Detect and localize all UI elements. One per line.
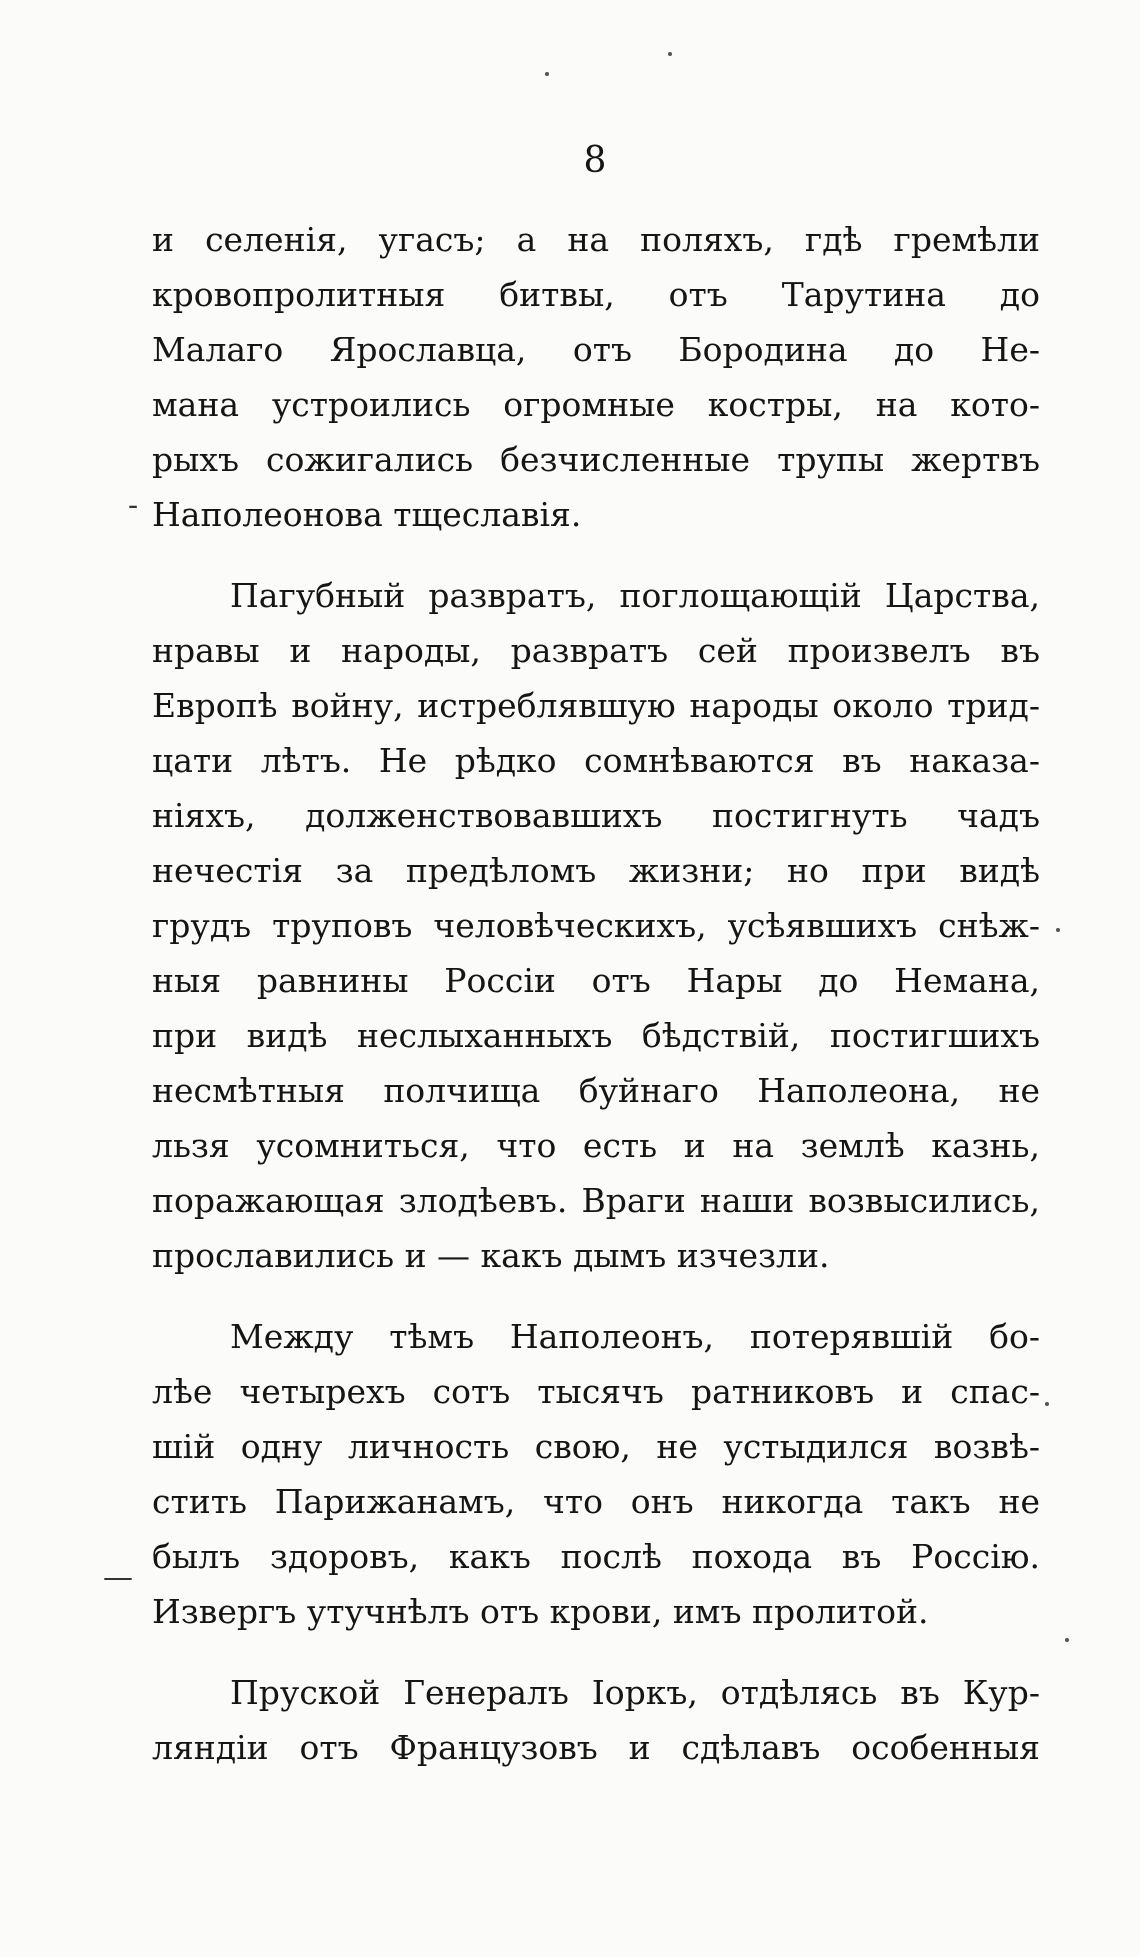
paragraph-gap xyxy=(152,542,1040,568)
paragraph-gap xyxy=(152,1283,1040,1309)
scan-speck xyxy=(545,72,549,76)
text-line: кровопролитныя битвы, отъ Тарутина до xyxy=(152,275,1040,314)
margin-mark: — xyxy=(103,1560,133,1595)
text-line: несмѣтныя полчища буйнаго Наполеона, не xyxy=(152,1071,1040,1110)
text-line: льзя усомниться, что есть и на землѣ казнь, xyxy=(152,1126,1040,1165)
text-line: ніяхъ, долженствовавшихъ постигнуть чадъ xyxy=(152,796,1040,835)
paragraph-gap xyxy=(152,1639,1040,1665)
text-line: Пруской Генералъ Іоркъ, отдѣлясь въ Кур- xyxy=(230,1673,1040,1712)
text-line: шій одну личность свою, не устыдился возвѣ- xyxy=(152,1427,1040,1466)
text-line: лѣе четырехъ сотъ тысячъ ратниковъ и спас- xyxy=(152,1372,1040,1411)
page-number: 8 xyxy=(583,140,607,181)
text-line: нечестія за предѣломъ жизни; но при видѣ xyxy=(152,851,1040,890)
scan-speck xyxy=(668,52,672,56)
scan-speck xyxy=(1056,928,1060,932)
scan-speck xyxy=(1065,1638,1069,1642)
text-line: Между тѣмъ Наполеонъ, потерявшій бо- xyxy=(230,1317,1040,1356)
paragraph xyxy=(152,1309,1040,1639)
paragraph xyxy=(152,212,1040,542)
text-line: при видѣ неслыханныхъ бѣдствій, постигшихъ xyxy=(152,1016,1040,1055)
paragraph xyxy=(152,1665,1040,1775)
text-line: мана устроились огромные костры, на кото- xyxy=(152,385,1040,424)
scan-speck xyxy=(1045,1402,1049,1406)
text-line: прославились и — какъ дымъ изчезли. xyxy=(152,1236,830,1275)
paragraph xyxy=(152,568,1040,1283)
text-line: ныя равнины Россіи отъ Нары до Немана, xyxy=(152,961,1040,1000)
text-line: цати лѣтъ. Не рѣдко сомнѣваются въ наказа- xyxy=(152,741,1040,780)
text-line: Наполеонова тщеславія. xyxy=(152,495,582,534)
text-line: Европѣ войну, истреблявшую народы около трид- xyxy=(152,686,1040,725)
text-line: Извергъ утучнѣлъ отъ крови, имъ пролитой. xyxy=(152,1592,929,1631)
text-line: былъ здоровъ, какъ послѣ похода въ Россію. xyxy=(152,1537,1040,1576)
text-line: грудъ труповъ человѣческихъ, усѣявшихъ снѣж- xyxy=(152,906,1040,945)
text-line: Малаго Ярославца, отъ Бородина до Не- xyxy=(152,330,1040,369)
text-line: и селенія, угасъ; а на поляхъ, гдѣ гремѣли xyxy=(152,220,1040,259)
text-line: поражающая злодѣевъ. Враги наши возвысились, xyxy=(152,1181,1040,1220)
margin-mark: - xyxy=(128,488,139,523)
text-line: ляндіи отъ Французовъ и сдѣлавъ особенныя xyxy=(152,1728,1040,1767)
text-line: рыхъ сожигались безчисленные трупы жертвъ xyxy=(152,440,1040,479)
text-line: Пагубный развратъ, поглощающій Царства, xyxy=(230,576,1040,615)
body-text xyxy=(152,212,1040,1775)
text-line: стить Парижанамъ, что онъ никогда такъ не xyxy=(152,1482,1040,1521)
text-line: нравы и народы, развратъ сей произвелъ въ xyxy=(152,631,1040,670)
